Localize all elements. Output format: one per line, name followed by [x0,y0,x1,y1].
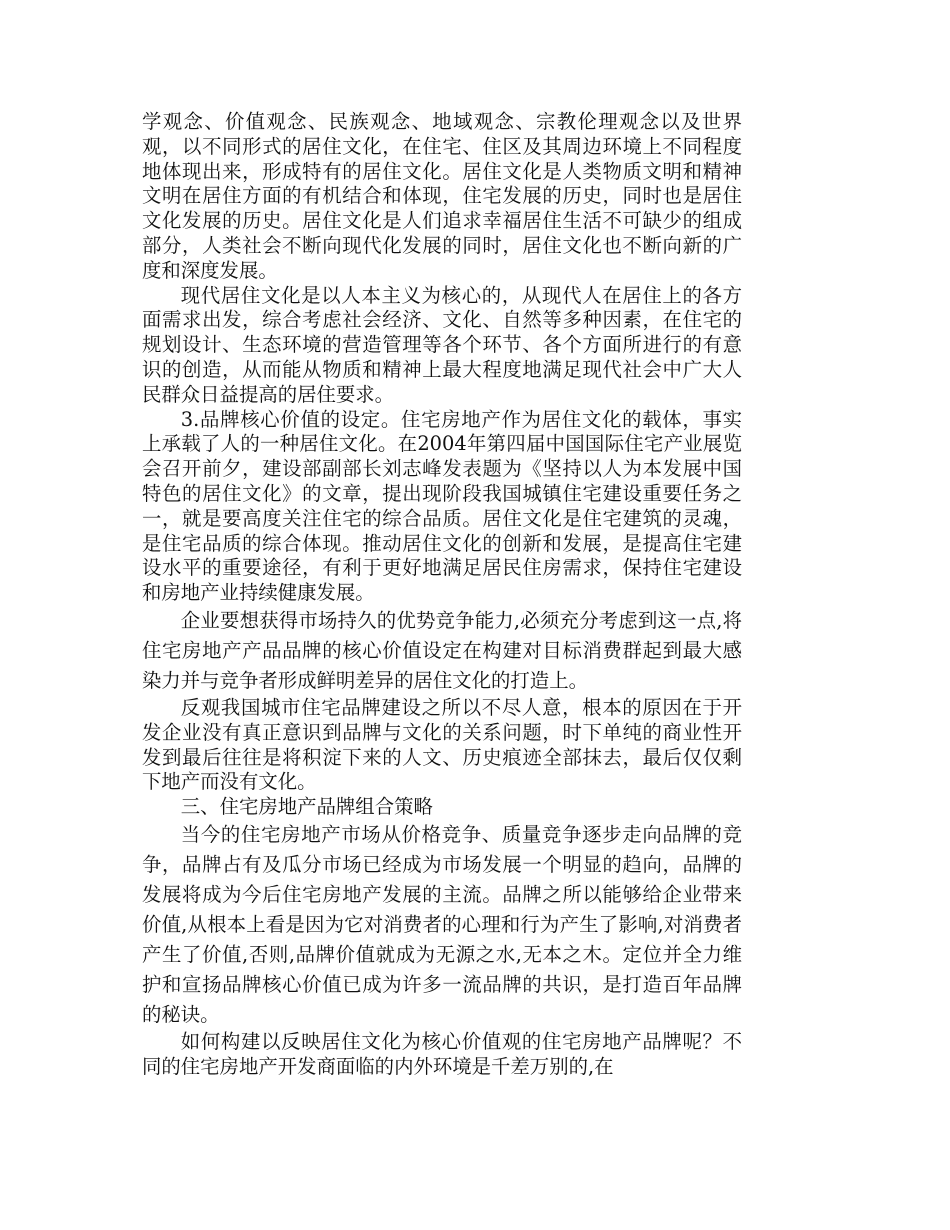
paragraph-urban-housing-brand: 反观我国城市住宅品牌建设之所以不尽人意，根本的原因在于开发企业没有真正意识到品牌与文化的关系问题，时下单纯的商业性开发到最后往往是将积淀下来的人文、历史痕迹全部抹去，最后仅仅剩下地产而没有文化。 [142,695,742,794]
paragraph-brand-competition: 当今的住宅房地产市场从价格竞争、质量竞争逐步走向品牌的竞争，品牌占有及瓜分市场已经成为市场发展一个明显的趋向，品牌的发展将成为今后住宅房地产发展的主流。品牌之所以能够给企业带来价值,从根本上看是因为它对消费者的心理和行为产生了影响,对消费者产生了价值,否则,品牌价值就成为无源之水,无本之木。定位并全力维护和宣扬品牌核心价值已成为许多一流品牌的共识，是打造百年品牌的秘诀。 [142,822,742,1026]
paragraph-residential-culture-intro: 学观念、价值观念、民族观念、地域观念、宗教伦理观念以及世界观，以不同形式的居住文化，在住宅、住区及其周边环境上不同程度地体现出来，形成特有的居住文化。居住文化是人类物质文明和精神文明在居住方面的有机结合和体现，住宅发展的历史，同时也是居住文化发展的历史。居住文化是人们追求幸福居住生活不可缺少的组成部分，人类社会不断向现代化发展的同时，居住文化也不断向新的广度和深度发展。 [142,110,742,282]
paragraph-enterprise-competitiveness: 企业要想获得市场持久的优势竞争能力,必须充分考虑到这一点,将住宅房地产产品品牌的核心价值设定在构建对目标消费群起到最大感染力并与竞争者形成鲜明差异的居住文化的打造上。 [142,608,742,692]
document-page [142,110,742,1080]
paragraph-brand-core-value: 3.品牌核心价值的设定。住宅房地产作为居住文化的载体，事实上承载了人的一种居住文化。在2004年第四届中国国际住宅产业展览会召开前夕，建设部副部长刘志峰发表题为《坚持以人为本发展中国特色的居住文化》的文章，提出现阶段我国城镇住宅建设重要任务之一，就是要高度关注住宅的综合品质。居住文化是住宅建筑的灵魂，是住宅品质的综合体现。推动居住文化的创新和发展，是提高住宅建设水平的重要途径，有利于更好地满足居民住房需求，保持住宅建设和房地产业持续健康发展。 [142,407,742,605]
section-heading-brand-portfolio-strategy: 三、住宅房地产品牌组合策略 [180,795,433,819]
paragraph-modern-residential-culture: 现代居住文化是以人本主义为核心的，从现代人在居住上的各方面需求出发，综合考虑社会经济、文化、自然等多种因素，在住宅的规划设计、生态环境的营造管理等各个环节、各个方面所进行的有意识的创造，从而能从物质和精神上最大程度地满足现代社会中广大人民群众日益提高的居住要求。 [142,283,742,406]
paragraph-building-brand: 如何构建以反映居住文化为核心价值观的住宅房地产品牌呢？不同的住宅房地产开发商面临的内外环境是千差万别的,在 [142,1029,742,1078]
